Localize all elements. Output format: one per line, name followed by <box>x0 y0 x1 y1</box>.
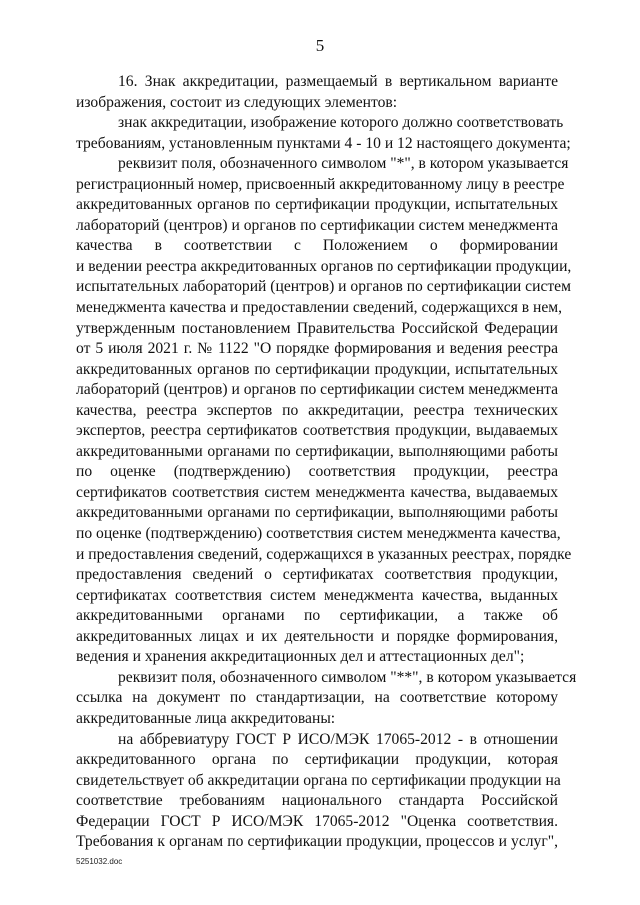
text-line: на аббревиатуру ГОСТ Р ИСО/МЭК 17065-2012 - в отношении <box>118 730 558 748</box>
text-line: требованиям, установленным пунктами 4 - 10 и 12 настоящего документа; <box>76 134 571 152</box>
text-line: менеджмента качества и предоставлении сведений, содержащихся в нем, <box>76 299 563 317</box>
document-body <box>76 72 577 853</box>
text-line: аккредитованными органами по сертификации, а также об <box>76 607 558 625</box>
text-line: ссылка на документ по стандартизации, на соответствие которому <box>76 689 558 707</box>
text-line: предоставления сведений о сертификатах соответствия продукции, <box>76 566 558 584</box>
text-line: аккредитованных органов по сертификации продукции, испытательных <box>76 196 558 214</box>
page-number: 5 <box>315 36 325 55</box>
text-line: аккредитованными органами по сертификации, выполняющими работы <box>76 504 558 522</box>
document-file-code: 5251032.doc <box>76 857 123 866</box>
text-line: качества, реестра экспертов по аккредитации, реестра технических <box>76 401 558 419</box>
text-line: аккредитованные лица аккредитованы: <box>76 709 336 727</box>
text-line: по оценке (подтверждению) соответствия продукции, реестра <box>76 463 558 481</box>
text-line: аккредитованных органов по сертификации продукции, испытательных <box>76 360 558 378</box>
text-line: качества в соответствии с Положением о формировании <box>76 237 558 255</box>
text-line: реквизит поля, обозначенного символом "**", в котором указывается <box>118 668 577 686</box>
text-line: аккредитованного органа по сертификации продукции, которая <box>76 751 558 769</box>
text-line: сертификатах соответствия систем менеджмента качества, выданных <box>76 586 558 604</box>
text-line: экспертов, реестра сертификатов соответствия продукции, выдаваемых <box>76 422 558 440</box>
text-line: изображения, состоит из следующих элементов: <box>76 93 398 111</box>
text-line: и предоставления сведений, содержащихся в указанных реестрах, порядке <box>76 545 572 563</box>
text-line: по оценке (подтверждению) соответствия систем менеджмента качества, <box>76 525 561 543</box>
text-line: от 5 июля 2021 г. № 1122 "О порядке формирования и ведения реестра <box>76 340 558 358</box>
text-line: 16. Знак аккредитации, размещаемый в вертикальном варианте <box>118 73 558 90</box>
text-line: знак аккредитации, изображение которого должно соответствовать <box>118 114 564 132</box>
text-line: лабораторий (центров) и органов по сертификации систем менеджмента <box>76 216 558 234</box>
text-line: соответствие требованиям национального стандарта Российской <box>76 792 558 810</box>
text-line: аккредитованными органами по сертификации, выполняющими работы <box>76 442 558 460</box>
text-line: Требования к органам по сертификации продукции, процессов и услуг", <box>76 833 558 851</box>
text-line: реквизит поля, обозначенного символом "*", в котором указывается <box>118 155 569 173</box>
text-line: утвержденным постановлением Правительства Российской Федерации <box>76 319 558 337</box>
text-line: регистрационный номер, присвоенный аккредитованному лицу в реестре <box>76 175 565 193</box>
text-line: свидетельствует об аккредитации органа по сертификации продукции на <box>76 771 561 789</box>
text-line: ведения и хранения аккредитационных дел и аттестационных дел"; <box>76 648 525 666</box>
text-line: лабораторий (центров) и органов по сертификации систем менеджмента <box>76 381 558 399</box>
text-line: и ведении реестра аккредитованных органов по сертификации продукции, <box>76 257 572 275</box>
text-line: сертификатов соответствия систем менеджмента качества, выдаваемых <box>76 483 558 501</box>
text-line: Федерации ГОСТ Р ИСО/МЭК 17065-2012 "Оценка соответствия. <box>76 812 558 830</box>
text-line: испытательных лабораторий (центров) и органов по сертификации систем <box>76 278 571 296</box>
text-line: аккредитованных лицах и их деятельности и порядке формирования, <box>76 627 558 645</box>
